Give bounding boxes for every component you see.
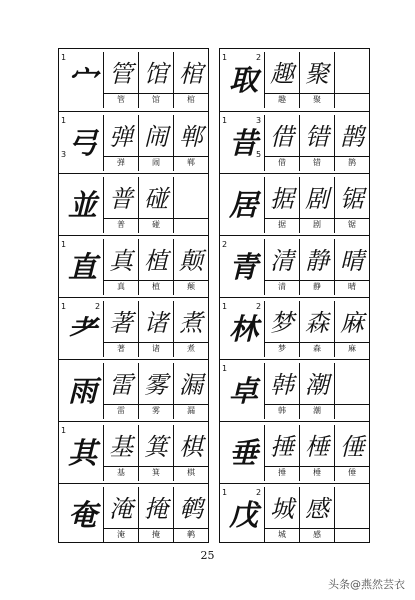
printed-char: 管	[104, 93, 138, 106]
example-cell	[103, 52, 138, 108]
printed-char: 掩	[139, 528, 173, 541]
example-cell	[299, 487, 334, 543]
printed-char	[335, 93, 369, 106]
example-cells	[264, 239, 369, 295]
printed-char: 碰	[139, 218, 173, 231]
printed-char: 普	[104, 218, 138, 231]
handwritten-char: 诸	[144, 309, 168, 337]
printed-char: 捶	[265, 466, 299, 479]
component-char: 居	[228, 187, 257, 222]
component-char: 卓	[228, 373, 257, 408]
char-row	[59, 49, 208, 111]
component-char: 弓	[67, 125, 96, 160]
handwritten-char	[174, 181, 208, 217]
component-char: 林	[228, 311, 257, 346]
stroke-number: 1	[222, 488, 228, 497]
handwritten-char: 掩	[144, 495, 168, 523]
printed-char: 感	[300, 528, 334, 541]
printed-char: 鹌	[174, 528, 208, 541]
example-cell	[173, 177, 208, 233]
example-cell	[334, 425, 369, 481]
right-panel	[219, 48, 370, 543]
stroke-number: 1	[61, 426, 67, 435]
example-cell	[264, 363, 299, 419]
handwritten-char: 森	[305, 309, 329, 337]
handwritten-char	[335, 56, 369, 92]
handwritten-char: 梦	[270, 309, 294, 337]
component-glyph	[223, 178, 263, 228]
component-char: 垂	[228, 435, 257, 470]
printed-char: 倕	[335, 466, 369, 479]
char-row	[220, 297, 369, 360]
printed-char	[335, 404, 369, 417]
printed-char: 森	[300, 342, 334, 355]
handwritten-char: 雷	[109, 371, 133, 399]
printed-char: 城	[265, 528, 299, 541]
printed-char: 棰	[300, 466, 334, 479]
example-cells	[264, 52, 369, 108]
stroke-number: 3	[256, 116, 262, 125]
component-glyph	[62, 53, 102, 103]
handwritten-char: 管	[109, 60, 133, 88]
printed-char: 雷	[104, 404, 138, 417]
example-cells	[264, 425, 369, 481]
handwritten-char: 城	[270, 495, 294, 523]
example-cell	[173, 363, 208, 419]
example-cell	[138, 239, 173, 295]
component-glyph	[223, 240, 263, 290]
printed-char: 静	[300, 280, 334, 293]
stroke-number: 1	[61, 240, 67, 249]
char-row	[59, 235, 208, 298]
handwritten-char: 静	[305, 247, 329, 275]
handwritten-char: 植	[144, 247, 168, 275]
example-cell	[264, 52, 299, 108]
handwritten-char: 著	[109, 309, 133, 337]
example-cell	[334, 52, 369, 108]
example-cell	[138, 115, 173, 171]
component-char: 並	[67, 187, 96, 222]
example-cell	[334, 301, 369, 357]
handwritten-char: 淹	[109, 495, 133, 523]
left-panel	[58, 48, 209, 543]
example-cell	[334, 115, 369, 171]
example-cell	[299, 239, 334, 295]
printed-char	[174, 218, 208, 231]
component-char: 宀	[67, 62, 96, 97]
example-cells	[264, 115, 369, 171]
printed-char: 漏	[174, 404, 208, 417]
example-cell	[138, 301, 173, 357]
example-cell	[334, 363, 369, 419]
example-cell	[173, 239, 208, 295]
char-row	[220, 173, 369, 236]
example-cells	[103, 115, 208, 171]
component-glyph	[62, 240, 102, 290]
example-cells	[264, 363, 369, 419]
handwritten-char: 棋	[179, 433, 203, 461]
example-cell	[173, 301, 208, 357]
stroke-number: 2	[222, 240, 228, 249]
printed-char: 馆	[139, 93, 173, 106]
char-row	[220, 359, 369, 422]
handwritten-char: 剧	[305, 185, 329, 213]
printed-char: 基	[104, 466, 138, 479]
handwritten-char: 漏	[179, 371, 203, 399]
handwritten-char: 清	[270, 247, 294, 275]
component-char: 其	[67, 435, 96, 470]
char-row	[220, 235, 369, 298]
stroke-number: 2	[256, 302, 262, 311]
printed-char: 梦	[265, 342, 299, 355]
example-cells	[264, 177, 369, 233]
example-cell	[138, 425, 173, 481]
printed-char: 剧	[300, 218, 334, 231]
example-cell	[299, 425, 334, 481]
example-cell	[173, 52, 208, 108]
char-row	[59, 173, 208, 236]
example-cells	[103, 487, 208, 543]
component-char: 昔	[228, 125, 257, 160]
char-row	[220, 483, 369, 546]
example-cell	[103, 363, 138, 419]
handwritten-char: 感	[305, 495, 329, 523]
component-glyph	[223, 364, 263, 414]
component-char: 直	[67, 249, 96, 284]
handwritten-char: 普	[109, 185, 133, 213]
printed-char: 颠	[174, 280, 208, 293]
printed-char: 借	[265, 156, 299, 169]
printed-char: 据	[265, 218, 299, 231]
handwritten-char: 真	[109, 247, 133, 275]
handwritten-char: 鹊	[340, 123, 364, 151]
component-glyph	[223, 426, 263, 476]
handwritten-char: 趣	[270, 60, 294, 88]
printed-char: 麻	[335, 342, 369, 355]
stroke-number: 1	[61, 302, 67, 311]
handwritten-char: 鹌	[179, 495, 203, 523]
handwritten-char: 据	[270, 185, 294, 213]
printed-char: 棋	[174, 466, 208, 479]
printed-char: 聚	[300, 93, 334, 106]
component-char: 奄	[67, 497, 96, 532]
component-glyph	[62, 364, 102, 414]
handwritten-char: 基	[109, 433, 133, 461]
example-cell	[299, 52, 334, 108]
char-row	[59, 111, 208, 174]
example-cell	[103, 115, 138, 171]
printed-char: 潮	[300, 404, 334, 417]
example-cell	[264, 425, 299, 481]
example-cells	[103, 301, 208, 357]
example-cell	[103, 487, 138, 543]
stroke-number: 1	[222, 302, 228, 311]
handwritten-char: 聚	[305, 60, 329, 88]
page-number: 25	[200, 549, 215, 562]
char-row	[59, 297, 208, 360]
example-cell	[264, 301, 299, 357]
handwritten-char: 晴	[340, 247, 364, 275]
example-cell	[299, 177, 334, 233]
char-row	[220, 49, 369, 111]
char-row	[220, 421, 369, 484]
stroke-number: 5	[256, 150, 262, 159]
component-char: 取	[228, 62, 257, 97]
example-cells	[103, 177, 208, 233]
example-cell	[334, 239, 369, 295]
handwritten-char: 雾	[144, 371, 168, 399]
stroke-number: 2	[95, 302, 101, 311]
printed-char	[335, 528, 369, 541]
stroke-number: 1	[222, 116, 228, 125]
handwritten-char: 棰	[305, 433, 329, 461]
example-cell	[138, 487, 173, 543]
example-cell	[173, 487, 208, 543]
example-cell	[299, 363, 334, 419]
handwritten-char: 郸	[179, 123, 203, 151]
example-cell	[264, 487, 299, 543]
handwritten-char	[335, 367, 369, 403]
example-cells	[103, 425, 208, 481]
example-cell	[299, 115, 334, 171]
component-glyph	[62, 116, 102, 166]
component-char: 戊	[228, 497, 257, 532]
example-cells	[103, 239, 208, 295]
handwritten-char: 捶	[270, 433, 294, 461]
example-cell	[138, 52, 173, 108]
example-cell	[264, 177, 299, 233]
example-cells	[264, 301, 369, 357]
stroke-number: 1	[222, 53, 228, 62]
char-row	[59, 483, 208, 546]
printed-char: 煮	[174, 342, 208, 355]
example-cell	[103, 177, 138, 233]
component-glyph	[62, 488, 102, 538]
printed-char: 淹	[104, 528, 138, 541]
printed-char: 雾	[139, 404, 173, 417]
component-glyph	[62, 426, 102, 476]
example-cell	[138, 177, 173, 233]
handwritten-char: 馆	[144, 60, 168, 88]
printed-char: 诸	[139, 342, 173, 355]
printed-char: 韩	[265, 404, 299, 417]
example-cell	[264, 239, 299, 295]
handwritten-char: 碰	[144, 185, 168, 213]
example-cell	[173, 425, 208, 481]
printed-char: 弹	[104, 156, 138, 169]
char-row	[59, 359, 208, 422]
handwritten-char	[335, 491, 369, 527]
handwritten-char: 箕	[144, 433, 168, 461]
printed-char: 趣	[265, 93, 299, 106]
handwritten-char: 颠	[179, 247, 203, 275]
char-row	[220, 111, 369, 174]
stroke-number: 1	[61, 116, 67, 125]
example-cell	[103, 301, 138, 357]
handwritten-char: 倕	[340, 433, 364, 461]
example-cell	[103, 239, 138, 295]
printed-char: 郸	[174, 156, 208, 169]
printed-char: 鹊	[335, 156, 369, 169]
handwritten-char: 错	[305, 123, 329, 151]
stroke-number: 2	[256, 53, 262, 62]
printed-char: 植	[139, 280, 173, 293]
stroke-number: 3	[61, 150, 67, 159]
handwritten-char: 棺	[179, 60, 203, 88]
handwritten-char: 闹	[144, 123, 168, 151]
stroke-number: 1	[61, 53, 67, 62]
example-cell	[173, 115, 208, 171]
handwritten-char: 锯	[340, 185, 364, 213]
example-cells	[264, 487, 369, 543]
example-cell	[103, 425, 138, 481]
handwritten-char: 麻	[340, 309, 364, 337]
handwritten-char: 煮	[179, 309, 203, 337]
printed-char: 棺	[174, 93, 208, 106]
example-cells	[103, 363, 208, 419]
handwritten-char: 借	[270, 123, 294, 151]
handwritten-char: 潮	[305, 371, 329, 399]
example-cell	[334, 487, 369, 543]
stroke-number: 2	[256, 488, 262, 497]
example-cell	[299, 301, 334, 357]
component-glyph	[62, 178, 102, 228]
printed-char: 清	[265, 280, 299, 293]
component-char: 青	[228, 249, 257, 284]
example-cell	[264, 115, 299, 171]
example-cell	[138, 363, 173, 419]
stroke-number: 1	[222, 364, 228, 373]
printed-char: 箕	[139, 466, 173, 479]
example-cell	[334, 177, 369, 233]
printed-char: 闹	[139, 156, 173, 169]
char-row	[59, 421, 208, 484]
printed-char: 真	[104, 280, 138, 293]
watermark: 头条@燕然芸衣	[328, 578, 405, 591]
example-cells	[103, 52, 208, 108]
printed-char: 晴	[335, 280, 369, 293]
handwritten-char: 弹	[109, 123, 133, 151]
component-char: 雨	[67, 373, 96, 408]
printed-char: 错	[300, 156, 334, 169]
printed-char: 著	[104, 342, 138, 355]
handwritten-char: 韩	[270, 371, 294, 399]
printed-char: 锯	[335, 218, 369, 231]
component-char: 耂	[67, 311, 96, 346]
